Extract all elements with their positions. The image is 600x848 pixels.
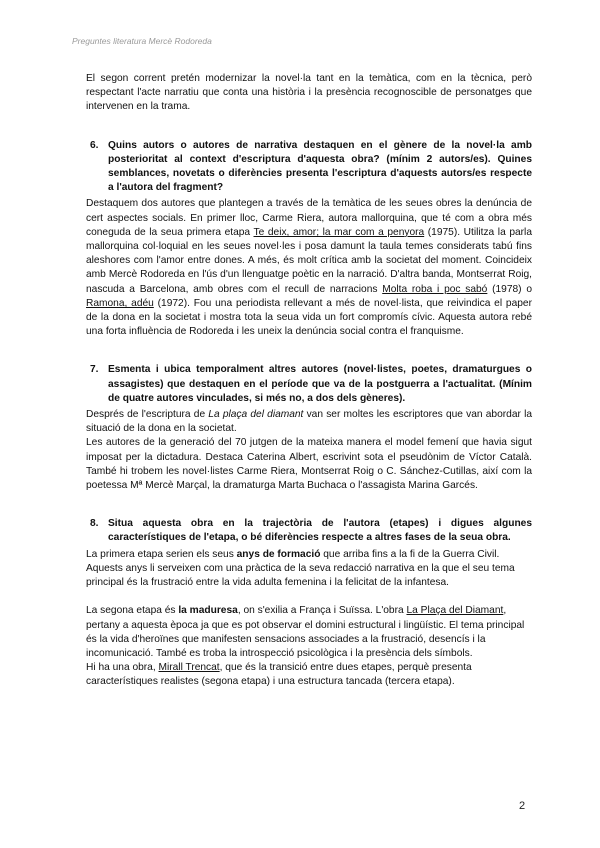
- answer-text: (1978) o: [487, 283, 532, 295]
- question-number: 6.: [90, 139, 99, 151]
- answer-text: Després de l'escriptura de: [86, 409, 209, 421]
- document-body: [86, 72, 532, 690]
- answer-7: [86, 408, 532, 436]
- answer-8-paragraph-3: [86, 661, 532, 689]
- intro-paragraph: El segon corrent pretén modernizar la novel·la tant en la temàtica, com en la tècnica, però respectant l'acte narratiu que conta una història i la presència recognoscible de personatges que intervenen en la trama.: [86, 73, 532, 113]
- work-title: Ramona, adéu: [86, 297, 154, 309]
- answer-text: (1972). Fou una periodista rellevant a més de novel·lista, que reivindica el paper de la dona en la societat i mostra tota la seua vida un fort compromís cívic. Aquesta autora rebé una forta influència de Rodoreda i les uneix la denúncia social contra el franquisme.: [86, 297, 532, 338]
- work-title: Molta roba i poc sabó: [382, 283, 488, 295]
- answer-7-paragraph-2: Les autores de la generació del 70 jutgen de la mateixa manera el model femení que havia sigut imposat per la dictadura. Destaca Caterina Albert, escrivint sota el pseudònim de Víctor Català. També hi trobem les novel·listes Carme Riera, Montserrat Roig o C. Sánchez-Cutillas, així com la poetessa Mª Mercè Marçal, la dramaturga Marta Buchaca o l'assagista Marina Garcés.: [86, 437, 532, 492]
- answer-text: Destaquem dos autores que plantegen a través de la temàtica de les seues obres la denúncia de cert aspectes socials. En primer lloc, Carme Riera, autora mallorquina, que té com a obra més coneguda de la seua primera etapa: [86, 198, 532, 238]
- work-title: Te deix, amor; la mar com a penyora: [253, 226, 425, 238]
- page-header: Preguntes literatura Mercè Rodoreda: [72, 36, 212, 46]
- answer-text: La primera etapa serien els seus: [86, 548, 237, 560]
- question-text: Situa aquesta obra en la trajectòria de l'autora (etapes) i digues algunes característiques de l'etapa, o bé diferències respecte a altres fases de la seua obra.: [108, 518, 532, 544]
- answer-6: [86, 197, 532, 339]
- answer-text: van ser moltes les escriptores que van abordar la situació de la dona en la societat.: [86, 409, 532, 435]
- answer-text: , pertany a aquesta època ja que es pot observar el domini estructural i lingüístic. El tema principal és la vida d'heroïnes que manifesten sensacions associades a la frustració, desencís i la incomunicació. També es troba la introspecció psicològica i la presència dels símbols.: [86, 605, 525, 659]
- question-7: [86, 363, 532, 406]
- work-title: Mirall Trencat: [158, 662, 220, 674]
- page-number: 2: [519, 800, 526, 812]
- answer-text: Hi ha una obra,: [86, 662, 159, 674]
- answer-text: , que és la transició entre dues etapes, perquè presenta característiques realistes (segona etapa) i una estructura tancada (tercera etapa).: [86, 662, 472, 688]
- question-number: 7.: [90, 364, 99, 376]
- answer-text: (1975). Utilitza la parla mallorquina col·loquial en les seues novel·les i posa damunt la taula temes considerats tabú fins aleshores com l'amor entre dones. A més, és molt crítica amb la societat del moment. Coincideix amb Mercè Rodoreda en l'ús d'un llenguatge poètic en la narració. D'altra banda, Montserrat Roig, nascuda a Barcelona, amb obres com el recull de narracions: [86, 226, 532, 295]
- answer-8-paragraph-1: [86, 548, 532, 591]
- stage-name: anys de formació: [236, 548, 321, 560]
- answer-text: , on s'exilia a França i Suïssa. L'obra: [237, 605, 407, 617]
- question-6: [86, 139, 532, 196]
- work-title: La plaça del diamant: [208, 409, 304, 421]
- answer-text: La segona etapa és: [86, 605, 179, 617]
- question-text: Esmenta i ubica temporalment altres autores (novel·listes, poetes, dramaturgues o assagistes) que destaquen en el període que va de la postguerra a l'actualitat. (Mínim de quatre autores vinculades, si més no, a dos dels gèneres).: [108, 364, 532, 404]
- work-title: La Plaça del Diamant: [406, 605, 504, 617]
- question-8: [86, 517, 532, 545]
- question-number: 8.: [90, 518, 99, 530]
- answer-8-paragraph-2: [86, 604, 532, 661]
- question-text: Quins autors o autores de narrativa destaquen en el gènere de la novel·la amb posterioritat al context d'escriptura d'aquesta obra? (mínim 2 autors/es). Quines semblances, novetats o diferències presenta l'escriptura d'aquests autors/es respecte a l'autora del fragment?: [108, 139, 532, 194]
- answer-text: que arriba fins a la fi de la Guerra Civil. Aquests anys li serveixen com una pràctica de la seva redacció narrativa en la que el seu tema principal és la frustració entre la vida adulta femenina i la felicitat de la infantesa.: [86, 548, 515, 589]
- stage-name: la maduresa: [178, 605, 238, 617]
